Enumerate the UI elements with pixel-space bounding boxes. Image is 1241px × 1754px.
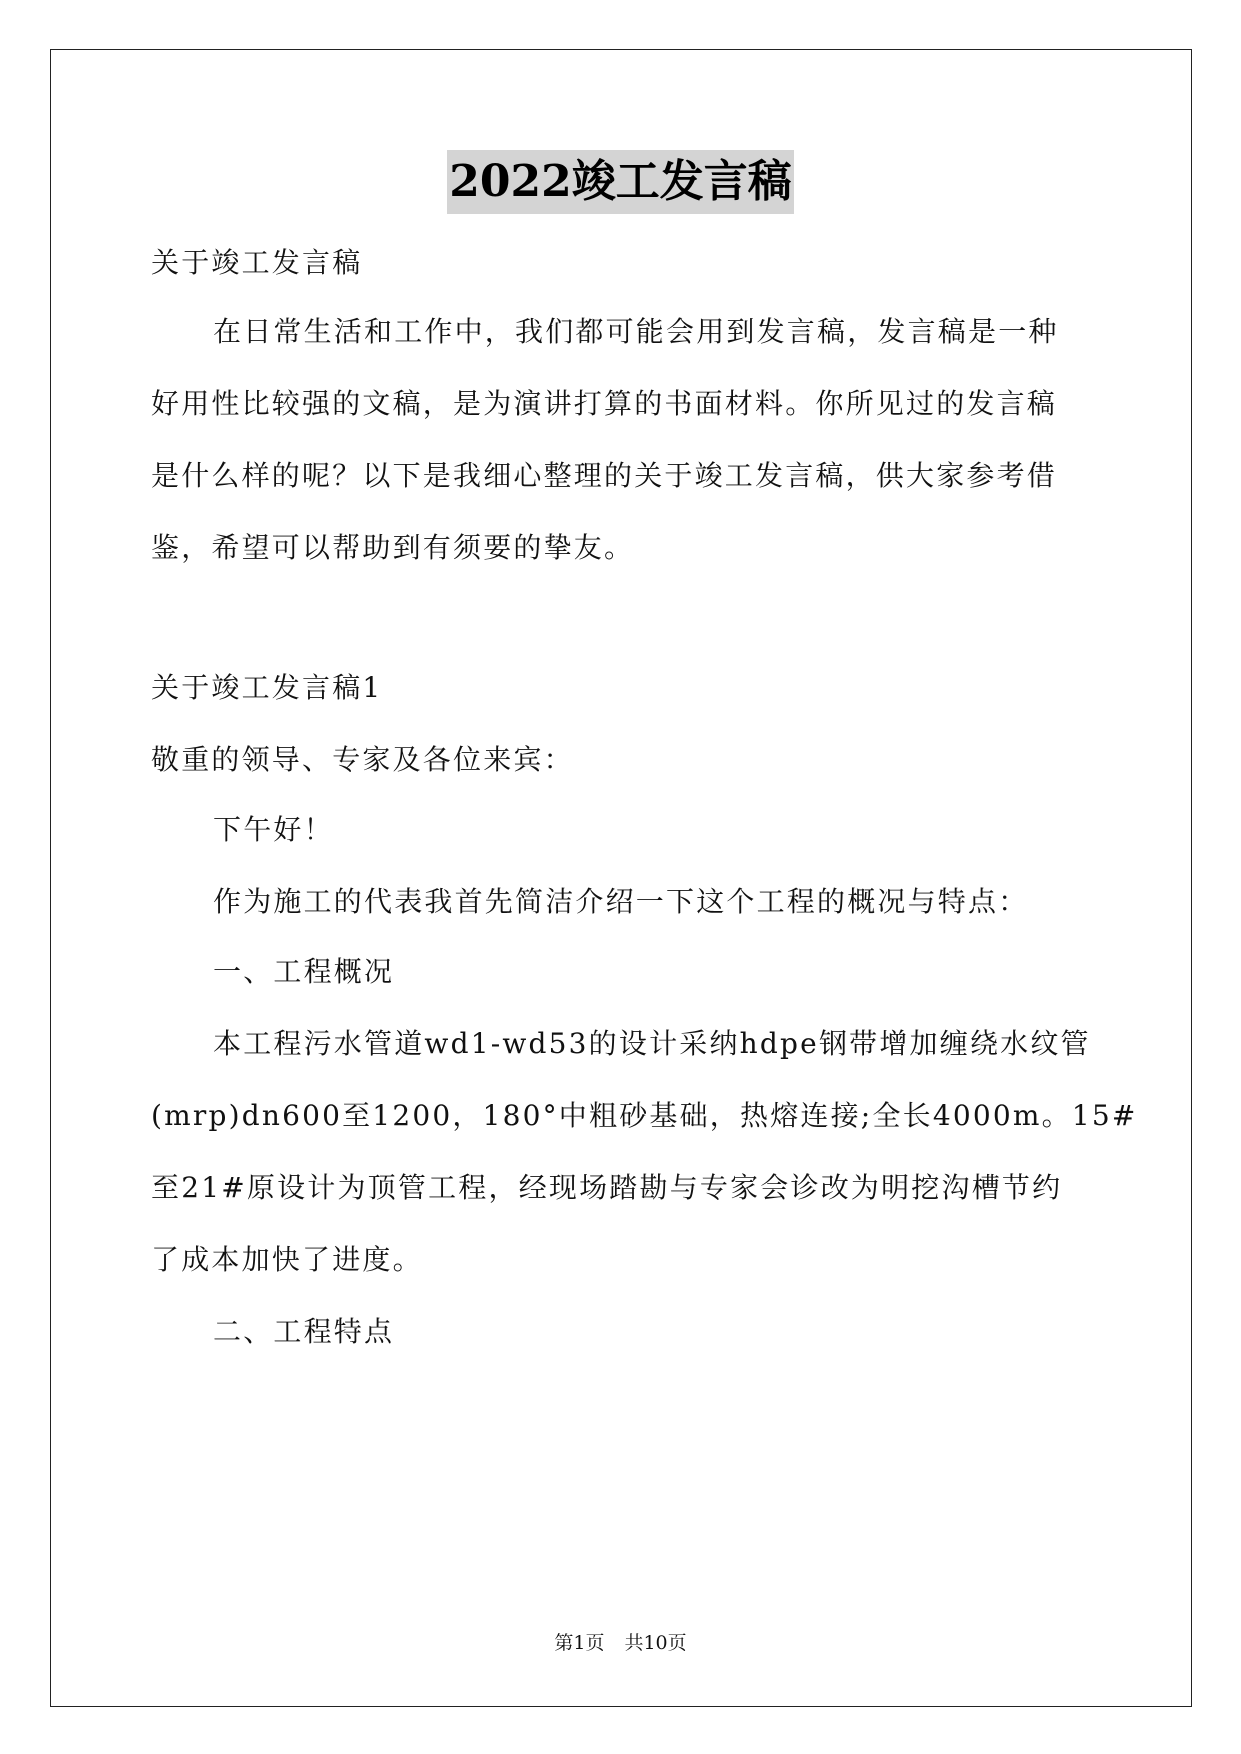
document-title: 2022竣工发言稿 — [447, 150, 793, 214]
body-line-4: 了成本加快了进度。 — [151, 1243, 423, 1276]
intro-line-3: 是什么样的呢？以下是我细心整理的关于竣工发言稿，供大家参考借 — [151, 459, 1058, 492]
page-border — [50, 49, 1192, 1707]
intro-line-2: 好用性比较强的文稿，是为演讲打算的书面材料。你所见过的发言稿 — [151, 387, 1058, 420]
document-subtitle: 关于竣工发言稿 — [151, 246, 363, 279]
body-line-2: (mrp)dn600至1200，180°中粗砂基础，热熔连接;全长4000m。15# — [151, 1099, 1138, 1132]
heading-features: 二、工程特点 — [213, 1315, 395, 1348]
intro-line-1: 在日常生活和工作中，我们都可能会用到发言稿，发言稿是一种 — [213, 315, 1059, 348]
title-container — [0, 150, 1241, 214]
intro-line-4: 鉴，希望可以帮助到有须要的挚友。 — [151, 531, 635, 564]
salutation: 敬重的领导、专家及各位来宾： — [151, 743, 574, 776]
page-footer — [0, 1630, 1241, 1656]
section-heading: 关于竣工发言稿1 — [151, 671, 383, 704]
greeting: 下午好！ — [213, 813, 334, 846]
body-line-1: 本工程污水管道wd1-wd53的设计采纳hdpe钢带增加缠绕水纹管 — [213, 1027, 1091, 1060]
page-number: 第1页 — [554, 1632, 605, 1654]
opening-line: 作为施工的代表我首先简洁介绍一下这个工程的概况与特点： — [213, 885, 1029, 918]
page-total: 共10页 — [624, 1632, 687, 1654]
heading-overview: 一、工程概况 — [213, 955, 395, 988]
body-line-3: 至21#原设计为顶管工程，经现场踏勘与专家会诊改为明挖沟槽节约 — [151, 1171, 1063, 1204]
